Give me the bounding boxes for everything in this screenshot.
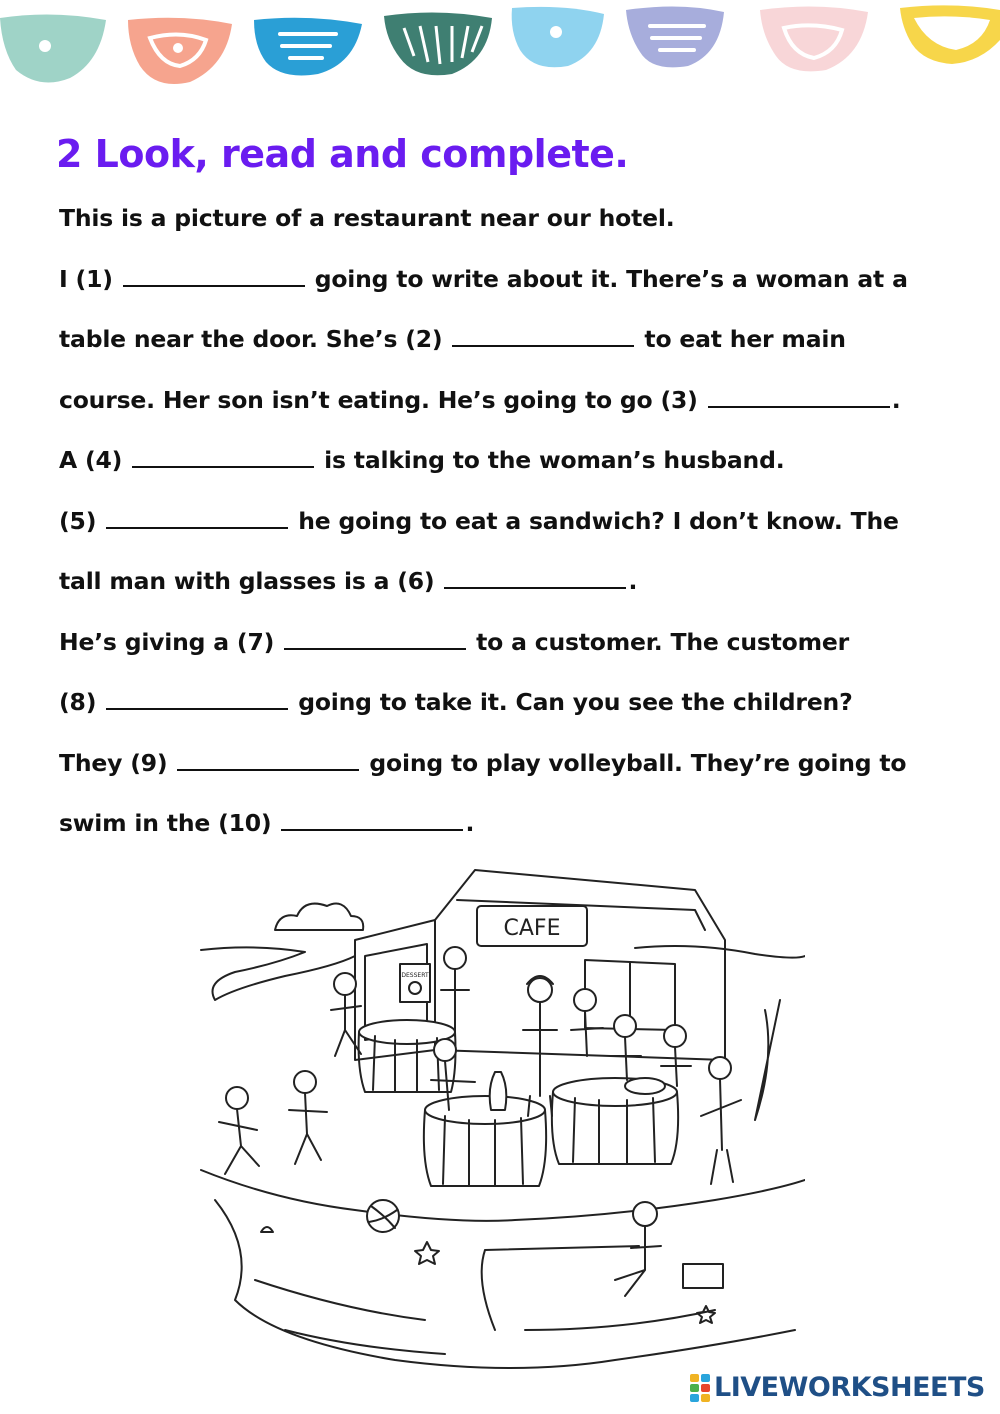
passage-text: going to play volleyball. They’re going to (361, 748, 907, 777)
answer-blank-1[interactable] (123, 263, 305, 287)
cloud-shape (275, 904, 363, 930)
passage-line (59, 741, 989, 802)
cloze-passage (59, 196, 989, 862)
cafe-sign-text: CAFE (503, 916, 561, 941)
passage-text: They (9) (59, 748, 176, 777)
passage-line (59, 196, 989, 257)
answer-blank-4[interactable] (132, 444, 314, 468)
passage-line (59, 499, 989, 560)
cafe-beach-illustration (195, 860, 805, 1380)
passage-text: I (1) (59, 264, 121, 293)
liveworksheets-logo (690, 1372, 985, 1403)
menu-board-text: DESSERT (401, 972, 429, 979)
liveworksheets-icon (690, 1374, 710, 1402)
answer-blank-9[interactable] (177, 747, 359, 771)
passage-text: This is a picture of a restaurant near our hotel. (59, 204, 675, 232)
bowl-icon-coral (128, 18, 232, 84)
passage-text: to eat her main (636, 325, 846, 353)
menu-board (400, 964, 430, 1002)
brand-text: LIVEWORKSHEETS (714, 1372, 985, 1403)
passage-text: swim in the (10) (59, 809, 280, 837)
passage-text: (5) (59, 506, 105, 535)
passage-text: going to take it. Can you see the children? (290, 688, 853, 716)
bowl-icon-blue (254, 18, 362, 76)
passage-text: . (891, 385, 901, 414)
passage-line (59, 378, 989, 439)
decorative-bowls-border (0, 0, 1000, 100)
answer-blank-6[interactable] (444, 565, 626, 589)
exercise-title: 2 Look, read and complete. (56, 132, 629, 176)
passage-text: tall man with glasses is a (6) (59, 567, 443, 595)
passage-text: course. Her son isn’t eating. He’s going to go (3) (59, 385, 706, 414)
passage-line (59, 257, 989, 318)
bowl-icon-teal (384, 12, 492, 75)
passage-text: He’s giving a (7) (59, 627, 283, 656)
answer-blank-7[interactable] (284, 626, 466, 650)
bowl-icon-mint (0, 14, 106, 82)
answer-blank-2[interactable] (452, 323, 634, 347)
passage-line (59, 559, 989, 620)
answer-blank-5[interactable] (106, 505, 288, 529)
table-right (552, 1078, 678, 1164)
answer-blank-3[interactable] (708, 384, 890, 408)
bowl-icon-sky (512, 7, 604, 67)
bowl-icon-lavender (626, 6, 724, 67)
passage-text: . (465, 809, 475, 837)
passage-text: A (4) (59, 446, 131, 474)
cafe-sign (477, 906, 587, 946)
bowl-icon-pink (760, 6, 868, 71)
passage-text: table near the door. She’s (2) (59, 325, 451, 353)
passage-text: to a customer. The customer (468, 627, 850, 656)
bowl-icon-yellow (900, 5, 1000, 64)
passage-text: . (628, 567, 638, 595)
passage-line (59, 801, 989, 862)
passage-line (59, 317, 989, 378)
passage-line (59, 438, 989, 499)
passage-line (59, 680, 989, 741)
passage-text: (8) (59, 688, 105, 716)
passage-text: is talking to the woman’s husband. (316, 446, 785, 474)
table-center (424, 1072, 546, 1186)
people-figures (219, 947, 780, 1330)
answer-blank-10[interactable] (281, 807, 463, 831)
passage-text: going to write about it. There’s a woman at a (306, 264, 908, 293)
passage-text: he going to eat a sandwich? I don’t know. The (290, 506, 899, 535)
passage-line (59, 620, 989, 681)
shoreline (201, 946, 805, 1368)
answer-blank-8[interactable] (106, 686, 288, 710)
